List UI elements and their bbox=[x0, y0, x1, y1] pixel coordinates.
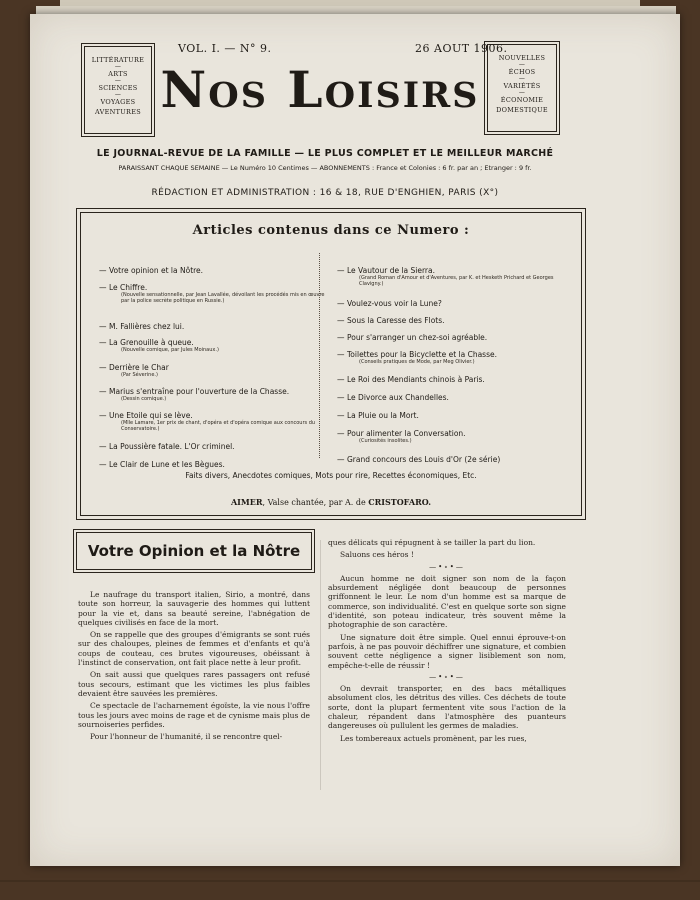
tagline: LE JOURNAL-REVUE DE LA FAMILLE — LE PLUS COMPLET ET LE MEILLEUR MARCHÉ bbox=[96, 148, 554, 159]
section-label: ÉCHOS bbox=[508, 68, 536, 76]
section-label: VOYAGES bbox=[100, 98, 136, 106]
paragraph: On se rappelle que des groupes d'émigrants se sont rués sur des chaloupes, pleines de femmes et d'enfants et qu'à coups de couteau, ces brutes vigoureuses, obéissant à l'instinct de conservation, ont fait place nette à leur profit. bbox=[78, 630, 310, 668]
toc-item: — Sous la Caresse des Flots. bbox=[337, 316, 445, 325]
section-label: LITTÉRATURE bbox=[91, 56, 145, 64]
volume-number: VOL. I. — N° 9. bbox=[178, 42, 272, 55]
toc-item: — La Poussière fatale. L'Or criminel. bbox=[99, 442, 235, 451]
paragraph: Une signature doit être simple. Quel ennui éprouve-t-on parfois, à ne pas pouvoir déchiffrer une signature, et combien souvent cette négligence a signer lisiblement son nom, empêche-t-elle de réussir ! bbox=[328, 632, 566, 670]
paragraph: Le naufrage du transport italien, Sirio, a montré, dans toute son horreur, la sauvagerie des hommes qui luttent pour la vie et, dans sa beauté sereine, l'abnégation de quelques civilisés en face de la mort. bbox=[78, 590, 310, 627]
section-label: ÉCONOMIE bbox=[500, 96, 544, 104]
toc-item: — La Grenouille à queue. (Nouvelle comique, par Jules Moinaux.) bbox=[99, 338, 219, 353]
address-line: RÉDACTION ET ADMINISTRATION : 16 & 18, RUE D'ENGHIEN, PARIS (X°) bbox=[151, 188, 499, 198]
toc-item: — Pour alimenter la Conversation. (Curiosités insolites.) bbox=[337, 429, 466, 444]
toc-item: — Derrière le Char (Par Séverine.) bbox=[99, 363, 169, 378]
section-label: ARTS bbox=[108, 70, 128, 78]
toc-item: — Toilettes pour la Bicyclette et la Chasse. (Conseils pratiques de Mode, par Meg Olivier.) bbox=[337, 350, 497, 365]
paragraph: Saluons ces héros ! bbox=[340, 550, 414, 560]
column-rule bbox=[320, 540, 321, 790]
toc-item: — Votre opinion et la Nôtre. bbox=[99, 266, 204, 275]
toc-item: — Le Divorce aux Chandelles. bbox=[337, 393, 449, 402]
sections-box-left: LITTÉRATURE — ARTS — SCIENCES — VOYAGES AVENTURES bbox=[84, 46, 152, 134]
toc-item: — Le Roi des Mendiants chinois à Paris. bbox=[337, 375, 485, 384]
masthead-title: Nos Loisirs bbox=[160, 60, 480, 119]
toc-item: — Marius s'entraîne pour l'ouverture de la Chasse. (Dessin comique.) bbox=[99, 387, 290, 402]
paragraph: Aucun homme ne doit signer son nom de la façon absurdement négligée dont beaucoup de personnes griffonnent le leur. Le nom d'un homme est sa marque de commerce, son individualité. C'est en quelque sorte son signe d'identité, son poteau indicateur, très souvent même la photographie de son caractère. bbox=[328, 573, 566, 630]
toc-item: — Le Vautour de la Sierra. (Grand Roman d'Amour et d'Aventures, par K. et Hesketh Prichard et Georges Clavigny.) bbox=[337, 266, 554, 287]
paragraph: Ce spectacle de l'acharnement égoïste, la vie nous l'offre tous les jours avec moins de rage et de cynisme mais plus de sournoiseries perfides. bbox=[78, 701, 310, 729]
article-left-column bbox=[78, 590, 310, 744]
paragraph: Pour l'honneur de l'humanité, il se rencontre quel- bbox=[90, 732, 283, 742]
sections-box-right: NOUVELLES — ÉCHOS — VARIÉTÉS — ÉCONOMIE DOMESTIQUE bbox=[487, 44, 557, 132]
toc-item: — Pour s'arranger un chez-soi agréable. bbox=[337, 333, 488, 342]
ornament-divider: —•∘•— bbox=[429, 672, 465, 681]
section-label: SCIENCES bbox=[98, 84, 138, 92]
toc-item: — Le Clair de Lune et les Bègues. bbox=[99, 460, 225, 469]
paragraph: On devrait transporter, en des bacs métalliques absolument clos, les détritus des villes. Ces déchets de toute sorte, dont la plupart fermentent vite sous l'action de la chaleur, répandent dans l'atmosphère des puanteurs dangereuses où pullulent les germes de maladies. bbox=[328, 684, 566, 731]
ornament-divider: —•∘•— bbox=[429, 562, 465, 571]
issue-date: 26 AOUT 1906. bbox=[415, 42, 508, 55]
toc-music-credit: AIMER, Valse chantée, par A. de CRISTOFARO. bbox=[230, 497, 432, 507]
toc-item: — Le Chiffre. (Nouvelle sensationnelle, par Jean Lavallée, dévoilant les procédés mis en œuvre par la police secrète politique en Russie.) bbox=[99, 283, 325, 304]
wood-grain bbox=[0, 880, 700, 882]
toc-item: — Voulez-vous voir la Lune? bbox=[337, 299, 442, 308]
article-title: Votre Opinion et la Nôtre bbox=[76, 532, 312, 570]
pricing-line: PARAISSANT CHAQUE SEMAINE — Le Numéro 10 Centimes — ABONNEMENTS : France et Colonies : 6 fr. par an ; Etranger : 9 fr. bbox=[118, 164, 532, 172]
table-of-contents bbox=[80, 212, 582, 516]
article-right-column bbox=[328, 538, 566, 746]
toc-item: — Une Etoile qui se lève. (Mlle Lamare, 1er prix de chant, d'opéra et d'opéra comique aux concours du Conservatoire.) bbox=[99, 411, 316, 432]
paragraph: Les tombereaux actuels promènent, par les rues, bbox=[340, 733, 527, 743]
section-label: AVENTURES bbox=[94, 108, 142, 116]
toc-footer: Faits divers, Anecdotes comiques, Mots pour rire, Recettes économiques, Etc. bbox=[185, 471, 477, 480]
section-label: VARIÉTÉS bbox=[503, 82, 541, 90]
toc-item: — Grand concours des Louis d'Or (2e série) bbox=[337, 455, 501, 464]
toc-heading: Articles contenus dans ce Numero : bbox=[192, 223, 470, 238]
paragraph: On sait aussi que quelques rares passagers ont refusé tous secours, estimant que les victimes les plus faibles devaient être sauvées les premières. bbox=[78, 670, 310, 698]
section-label: NOUVELLES bbox=[498, 54, 546, 62]
toc-item: — La Pluie ou la Mort. bbox=[337, 411, 419, 420]
paragraph: ques délicats qui répugnent à se tailler la part du lion. bbox=[328, 538, 536, 547]
toc-item: — M. Fallières chez lui. bbox=[99, 322, 185, 331]
section-label: DOMESTIQUE bbox=[496, 106, 548, 114]
